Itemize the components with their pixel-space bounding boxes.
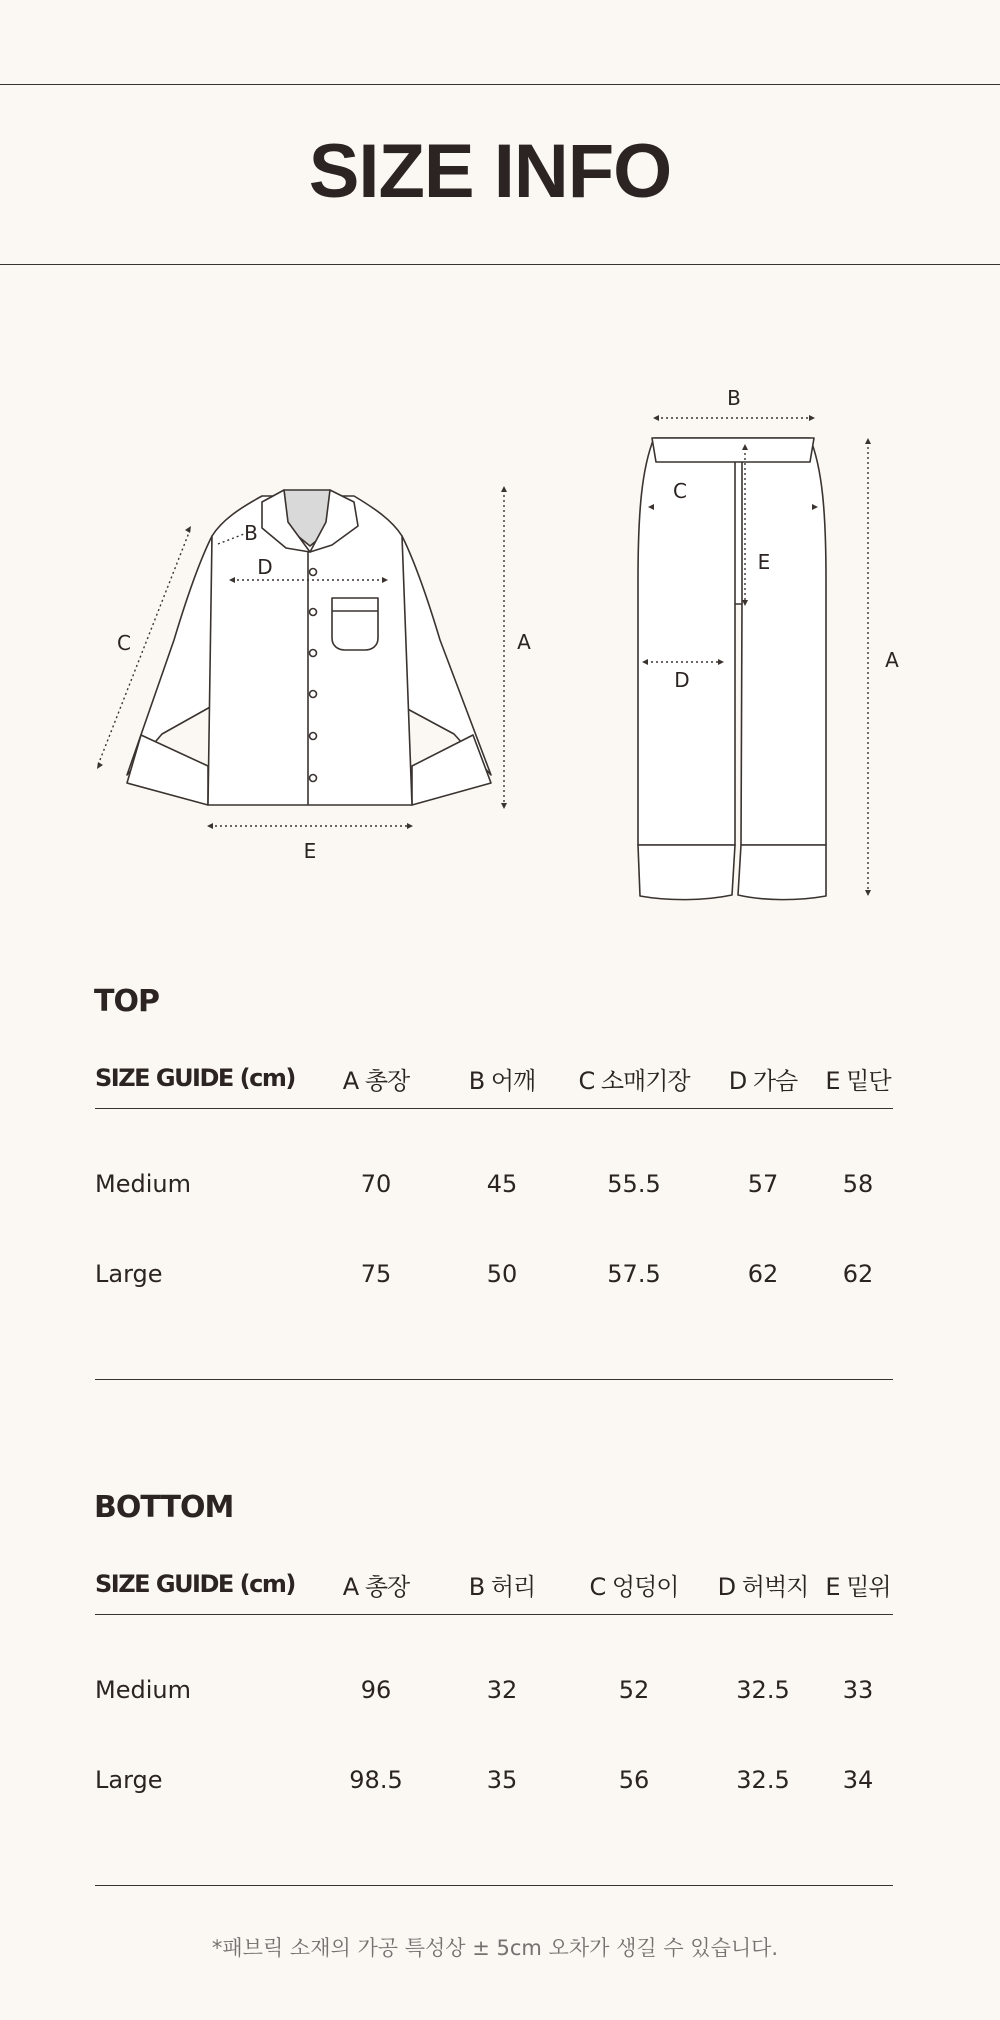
tolerance-footnote: *패브릭 소재의 가공 특성상 ± 5cm 오차가 생길 수 있습니다.: [211, 1936, 779, 1960]
table-row: [95, 1139, 893, 1229]
table-cell: 57.5: [607, 1260, 661, 1288]
bottom-size-table: [95, 1554, 893, 1886]
column-header: A 총장: [313, 1554, 439, 1615]
table-cell: 33: [842, 1676, 874, 1704]
shirt-pocket: [332, 598, 378, 650]
shirt-illustration: [127, 490, 491, 805]
shirt-left-cuff: [127, 735, 208, 805]
pants-right-hem: [738, 845, 826, 900]
table-cell: 35: [486, 1766, 518, 1794]
shirt-right-sleeve: [402, 536, 491, 775]
bottom-section-title: BOTTOM: [94, 1490, 234, 1525]
table-cell: 32: [486, 1676, 518, 1704]
top-divider: [0, 84, 1000, 85]
pants-label-a: A: [885, 648, 899, 672]
size-guide-header: SIZE GUIDE (cm): [95, 1048, 313, 1109]
page-title: SIZE INFO: [308, 129, 672, 214]
table-cell: 57: [747, 1170, 779, 1198]
column-header: A 총장: [313, 1048, 439, 1109]
pants-label-c: C: [673, 479, 687, 503]
table-cell: 56: [618, 1766, 650, 1794]
row-size-name: Medium: [95, 1676, 191, 1704]
pants-label-e: E: [757, 550, 771, 574]
table-cell: 58: [842, 1170, 874, 1198]
pants-waistband: [652, 438, 814, 462]
shirt-label-c: C: [117, 631, 131, 655]
shirt-label-a: A: [517, 630, 531, 654]
pants-label-d: D: [674, 668, 690, 692]
column-header: D 허벅지: [703, 1554, 823, 1615]
table-cell: 52: [618, 1676, 650, 1704]
table-header-row: [95, 1554, 893, 1615]
table-cell: 96: [360, 1676, 392, 1704]
column-header: C 소매기장: [565, 1048, 703, 1109]
column-header: C 엉덩이: [565, 1554, 703, 1615]
table-cell: 50: [486, 1260, 518, 1288]
top-section-title: TOP: [94, 984, 159, 1019]
pants-illustration: [638, 438, 826, 900]
shirt-label-e: E: [303, 839, 317, 863]
column-header: B 허리: [439, 1554, 565, 1615]
column-header: D 가슴: [703, 1048, 823, 1109]
table-cell: 98.5: [349, 1766, 403, 1794]
table-cell: 55.5: [607, 1170, 661, 1198]
column-header: B 어깨: [439, 1048, 565, 1109]
column-header: E 밑위: [823, 1554, 893, 1615]
column-header: E 밑단: [823, 1048, 893, 1109]
pants-left-hem: [638, 845, 735, 900]
table-cell: 62: [747, 1260, 779, 1288]
table-header-row: [95, 1048, 893, 1109]
shirt-label-b: B: [244, 521, 258, 545]
shirt-label-d: D: [257, 555, 273, 579]
top-size-table: [95, 1048, 893, 1380]
table-cell: 34: [842, 1766, 874, 1794]
size-diagram: [0, 260, 1000, 920]
table-row: [95, 1645, 893, 1735]
table-cell: 70: [360, 1170, 392, 1198]
row-size-name: Medium: [95, 1170, 191, 1198]
table-cell: 62: [842, 1260, 874, 1288]
row-size-name: Large: [95, 1766, 163, 1794]
pants-label-b: B: [727, 386, 741, 410]
table-row: [95, 1735, 893, 1825]
pants-body: [638, 438, 826, 845]
table-cell: 32.5: [736, 1676, 790, 1704]
table-cell: 75: [360, 1260, 392, 1288]
row-size-name: Large: [95, 1260, 163, 1288]
table-cell: 45: [486, 1170, 518, 1198]
table-row: [95, 1229, 893, 1319]
size-guide-header: SIZE GUIDE (cm): [95, 1554, 313, 1615]
table-cell: 32.5: [736, 1766, 790, 1794]
